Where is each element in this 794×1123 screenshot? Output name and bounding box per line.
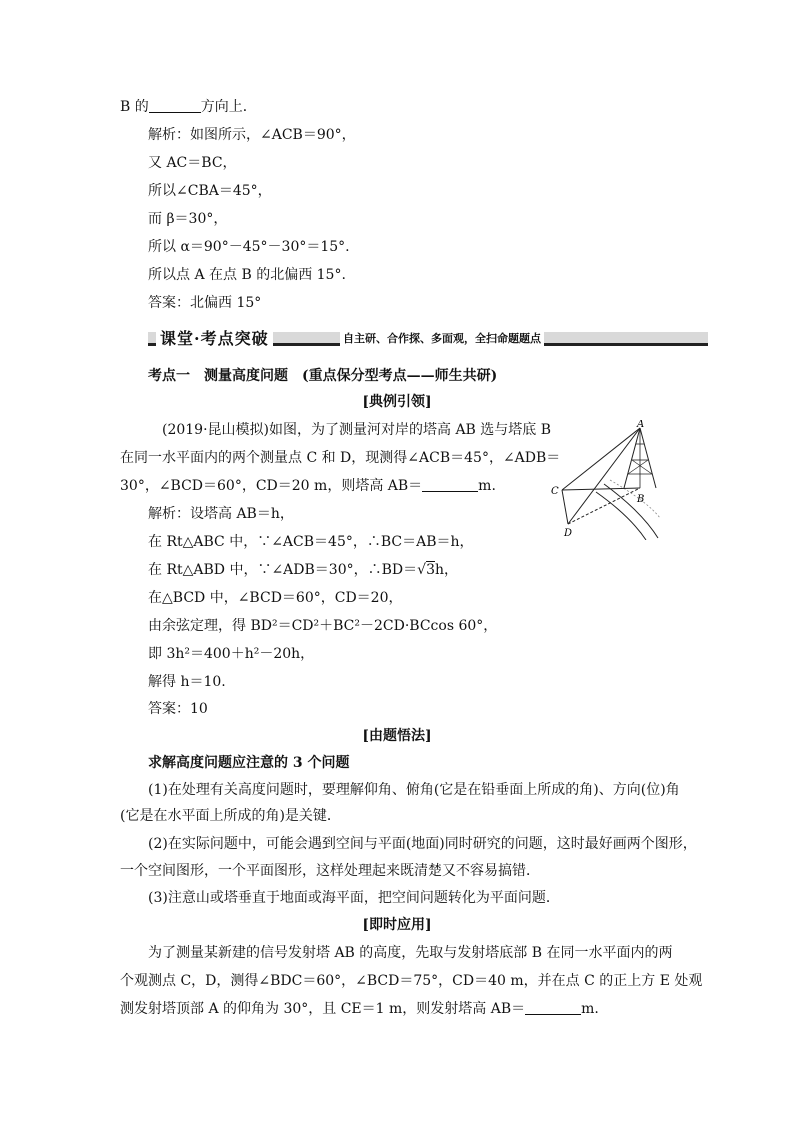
tower-edge bbox=[624, 428, 640, 488]
analysis-line: 又 AC＝BC， bbox=[148, 155, 237, 171]
text-fragment: m. bbox=[581, 1001, 599, 1017]
problem-line: 在同一水平面内的两个测量点 C 和 D，现测得∠ACB＝45°，∠ADB＝ bbox=[120, 450, 561, 466]
segment-db bbox=[568, 488, 640, 524]
segment-cb bbox=[562, 488, 640, 490]
solution-line: 解析：设塔高 AB＝h， bbox=[148, 506, 294, 522]
example-label: [典例引领] bbox=[362, 394, 432, 410]
answer-blank bbox=[525, 1000, 581, 1015]
segment-cd bbox=[562, 490, 568, 524]
tower-diagram bbox=[548, 420, 688, 540]
text-fragment: B 的 bbox=[120, 99, 149, 115]
answer-blank bbox=[149, 98, 201, 113]
segment-da bbox=[568, 428, 640, 524]
point-label-d: D bbox=[564, 528, 573, 539]
text-fragment: m. bbox=[478, 478, 496, 494]
method-label: [由题悟法] bbox=[362, 728, 432, 744]
tower-figure bbox=[548, 420, 688, 540]
solution-line-abd bbox=[148, 560, 458, 580]
point-label-a: A bbox=[637, 420, 645, 430]
point-label-b: B bbox=[637, 494, 645, 505]
sqrt-symbol: √ bbox=[417, 562, 427, 578]
method-title: 求解高度问题应注意的 3 个问题 bbox=[148, 755, 350, 771]
analysis-line: 解析：如图所示，∠ACB＝90°， bbox=[148, 127, 356, 143]
text-fragment: 30°，∠BCD＝60°，CD＝20 m，则塔高 AB＝ bbox=[120, 478, 423, 494]
problem-line-3 bbox=[120, 476, 496, 496]
problem-line: (2019·昆山模拟)如图，为了测量河对岸的塔高 AB 选与塔底 B bbox=[162, 422, 552, 438]
apply-label: [即时应用] bbox=[362, 917, 432, 933]
answer-blank bbox=[422, 477, 478, 492]
answer-line: 答案：10 bbox=[148, 701, 208, 717]
solution-line: 解得 h＝10. bbox=[148, 674, 226, 690]
method-line: (3)注意山或塔垂直于地面或海平面，把空间问题转化为平面问题． bbox=[148, 890, 560, 906]
text-fragment: 在 Rt△ABD 中，∵∠ADB＝30°，∴BD＝ bbox=[148, 562, 418, 578]
analysis-line: 所以点 A 在点 B 的北偏西 15°. bbox=[148, 267, 346, 283]
method-line: (2)在实际问题中，可能会遇到空间与平面(地面)同时研究的问题，这时最好画两个图形， bbox=[148, 836, 697, 852]
point-label-c: C bbox=[551, 486, 559, 497]
top-line-1 bbox=[120, 97, 257, 117]
solution-line-cos: 由余弦定理，得 BD²＝CD²＋BC²－2CD·BCcos 60°， bbox=[148, 618, 498, 634]
method-line: (它是在水平面上所成的角)是关键． bbox=[120, 808, 341, 824]
solution-line-eq: 即 3h²＝400＋h²－20h， bbox=[148, 646, 315, 662]
apply-line-3 bbox=[120, 999, 599, 1019]
text-fragment: h， bbox=[434, 562, 459, 578]
answer-line: 答案：北偏西 15° bbox=[148, 295, 262, 311]
text-fragment: 方向上． bbox=[200, 99, 257, 115]
method-line: 一个空间图形，一个平面图形，这样处理起来既清楚又不容易搞错． bbox=[120, 863, 540, 879]
section-banner bbox=[148, 329, 708, 351]
solution-line: 在 Rt△ABC 中，∵∠ACB＝45°，∴BC＝AB＝h， bbox=[148, 534, 474, 550]
banner-title: 课堂·考点突破 bbox=[156, 329, 273, 349]
solution-line: 在△BCD 中，∠BCD＝60°，CD＝20， bbox=[148, 590, 403, 606]
apply-line: 为了测量某新建的信号发射塔 AB 的高度，先取与发射塔底部 B 在同一水平面内的两 bbox=[148, 945, 673, 961]
apply-line: 个观测点 C，D，测得∠BDC＝60°，∠BCD＝75°，CD＝40 m，并在点 C 的正上方 E 处观 bbox=[120, 973, 703, 989]
analysis-line: 所以 α＝90°－45°－30°＝15°. bbox=[148, 239, 350, 255]
text-fragment: 测发射塔顶部 A 的仰角为 30°，且 CE＝1 m，则发射塔高 AB＝ bbox=[120, 1001, 526, 1017]
banner-subtitle: 自主研、合作探、多面观，全扫命题题点 bbox=[340, 331, 544, 347]
analysis-line: 而 β＝30°， bbox=[148, 211, 228, 227]
section-heading: 考点一 测量高度问题 (重点保分型考点——师生共研) bbox=[148, 368, 498, 384]
sqrt-radicand: 3 bbox=[426, 562, 435, 578]
tower-edge bbox=[640, 428, 656, 488]
analysis-line: 所以∠CBA＝45°， bbox=[148, 183, 272, 199]
method-line: (1)在处理有关高度问题时，要理解仰角、俯角(它是在铅垂面上所成的角)、方向(位)角 bbox=[148, 782, 680, 798]
